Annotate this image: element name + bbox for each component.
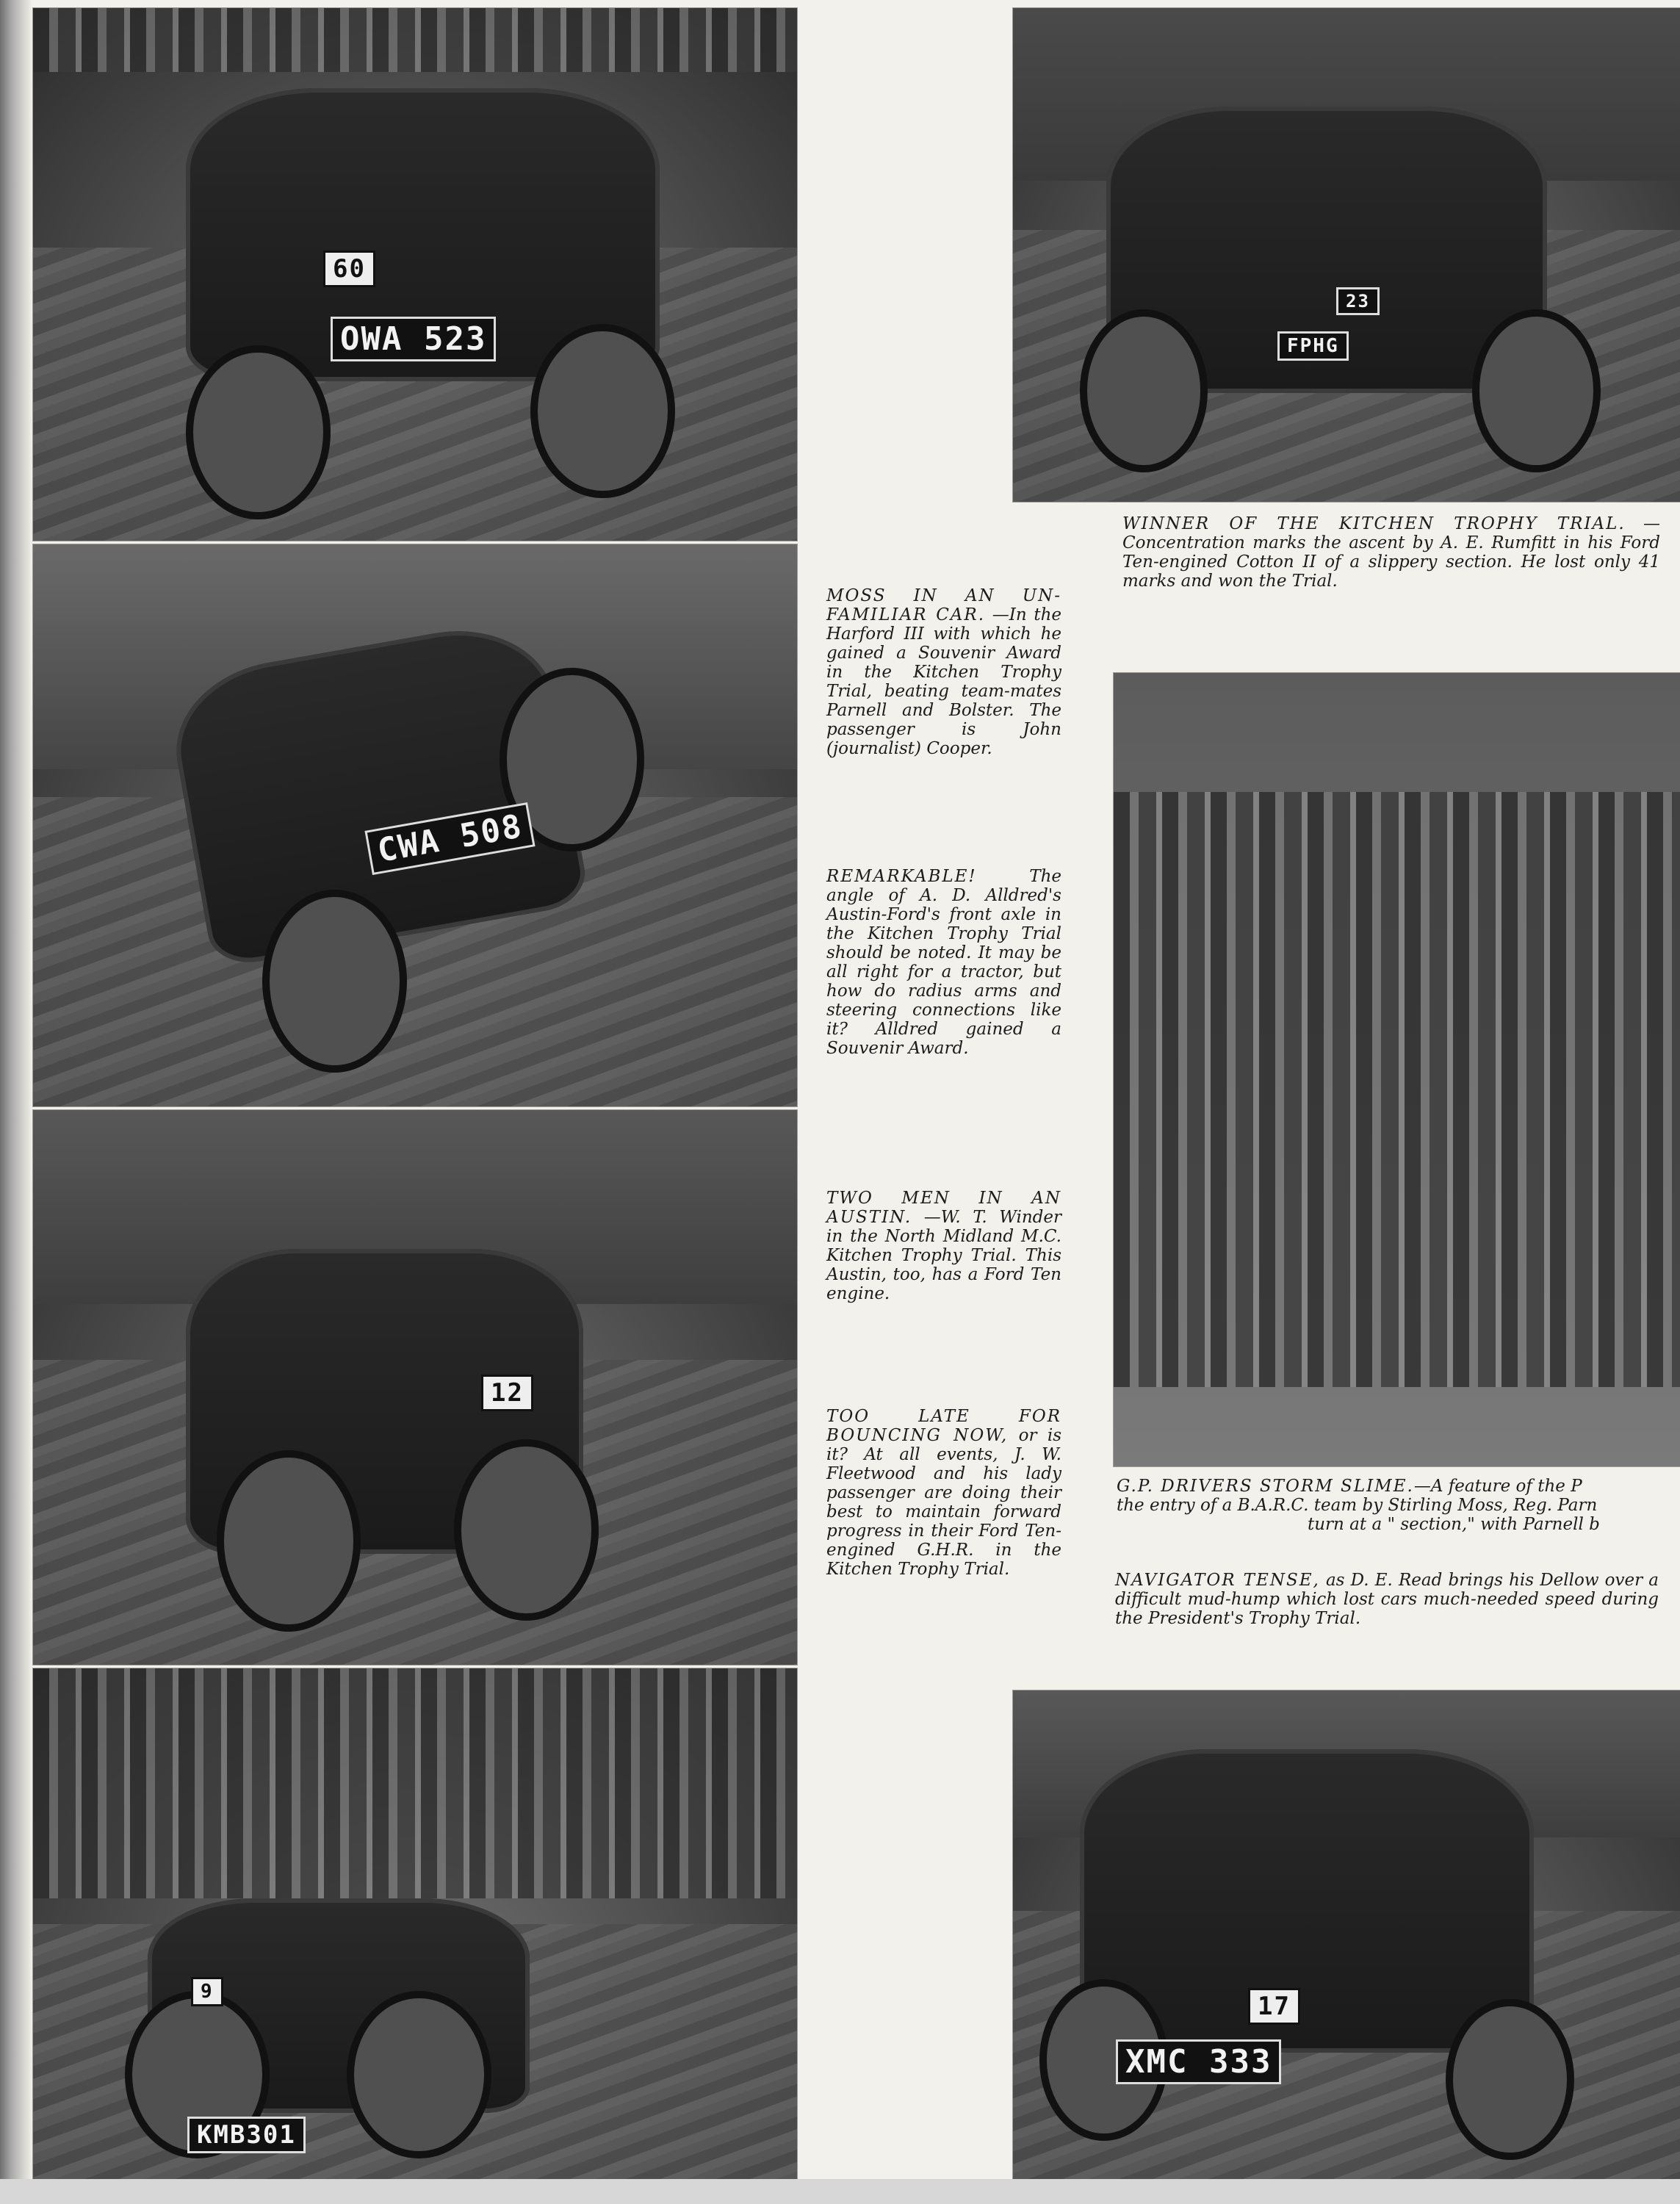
plate-cwa508: CWA 508 [364,802,536,875]
caption-line: turn at a " section," with Parnell b [1308,1515,1600,1534]
race-number: 23 [1336,287,1380,315]
caption-body: —In the Harford III with which he gained a Souvenir Award in the Kitchen Trophy Trial, beating team-mates Parnell and Bolster. The passenger is John (journalist) Cooper. [826,605,1061,758]
caption-body: —Concentration marks the ascent by A. E. Rumfitt in his Ford Ten-engined Cotton II of a slippery section. He lost only 41 marks and won the Trial. [1122,514,1660,591]
race-number: 12 [481,1375,533,1411]
photo-austin-two-men [32,1109,798,1665]
caption-body: as D. E. Read brings his Dellow over a difficult mud-hump which lost cars much-needed speed during the President's Trophy Trial. [1115,1571,1659,1628]
page-gutter-shadow [0,0,32,2204]
caption-heading: TOO LATE FOR BOUNCING NOW, [826,1407,1061,1445]
race-number: 9 [191,1977,223,2006]
caption-heading: WINNER OF THE KITCHEN TROPHY TRIAL. [1122,514,1626,533]
photo-cwa508-austin-ford [32,544,798,1107]
caption-moss [826,586,1061,758]
photo-winner-rumfitt [1012,7,1680,503]
caption-too-late [826,1407,1061,1579]
race-number: 60 [323,251,375,287]
photo-gp-drivers-crowd [1113,672,1680,1467]
caption-gp-drivers [1117,1477,1680,1534]
caption-line: the entry of a B.A.R.C. team by Stirling Moss, Reg. Parn [1117,1496,1598,1515]
race-number: 17 [1248,1988,1300,2025]
caption-line: —A feature of the P [1413,1477,1582,1496]
caption-heading: MOSS IN AN UN-FAMILIAR CAR. [826,586,1061,624]
plate-xmc333: XMC 333 [1116,2039,1281,2084]
caption-body: The angle of A. D. Alldred's Austin-Ford's front axle in the Kitchen Trophy Trial should be noted. It may be all right for a tractor, but how do radius arms and steering connections like it? Alldred gained a Souvenir Award. [826,867,1061,1058]
photo-kmb301-bouncing [32,1668,798,2180]
caption-winner [1122,514,1660,591]
plate-fphg: FPHG [1277,331,1349,361]
plate-owa523: OWA 523 [331,317,496,361]
caption-heading: TWO MEN IN AN AUSTIN. [826,1189,1061,1227]
page-bottom-edge [0,2179,1680,2204]
photo-owa523-trials-car [32,7,798,541]
caption-remarkable [826,867,1061,1058]
caption-body: —W. T. Winder in the North Midland M.C. Kitchen Trophy Trial. This Austin, too, has a Ford Ten engine. [826,1208,1062,1303]
plate-kmb301: KMB301 [187,2117,306,2153]
caption-heading: NAVIGATOR TENSE, [1115,1571,1320,1590]
caption-heading: REMARKABLE! [826,867,977,886]
photo-xmc333-dellow [1012,1690,1680,2180]
caption-body: or is it? At all events, J. W. Fleetwood and his lady passenger are doing their best to maintain forward progress in their Ford Ten-engined G.H.R. in the Kitchen Trophy Trial. [826,1426,1061,1579]
caption-heading: G.P. DRIVERS STORM SLIME. [1117,1477,1414,1496]
caption-navigator [1115,1571,1659,1628]
caption-two-men [826,1189,1061,1303]
